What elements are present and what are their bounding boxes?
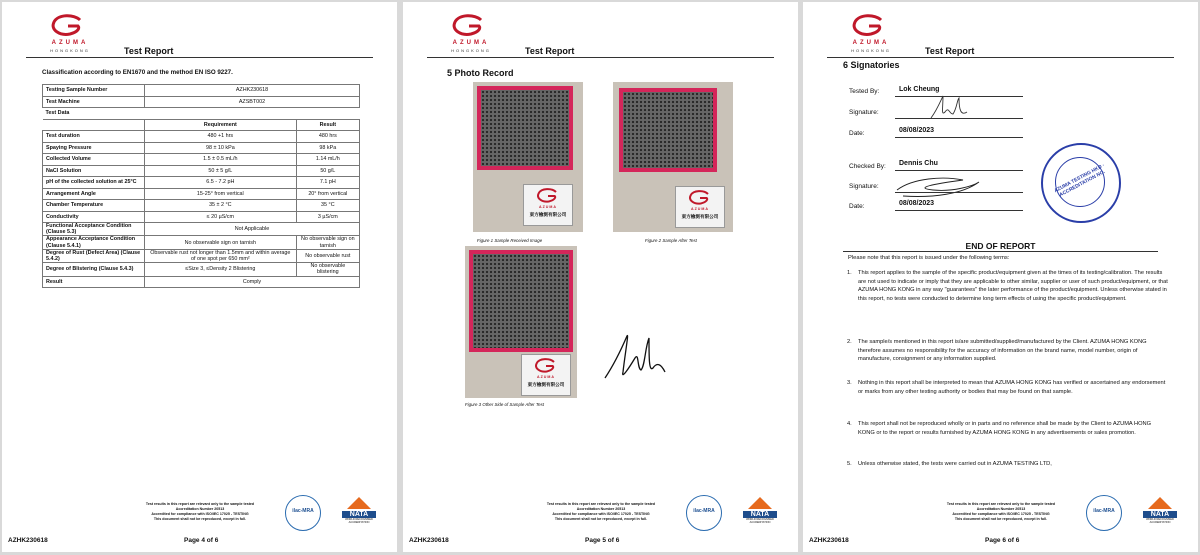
tag-brand: AZUMA	[539, 205, 557, 209]
azuma-logo	[431, 14, 511, 56]
header-divider	[26, 57, 373, 58]
photo-sample-other-side	[465, 246, 577, 398]
nata-label: NATA	[743, 511, 777, 518]
term-text: The sample/s mentioned in this report is/are submitted/supplied/manufactured by the Client. AZUMA HONG KONG therefore assumes no responsibility for the accuracy of information on the brand name, model number, origin of manufacture, consignment or any information supplied.	[858, 339, 1147, 363]
footer-line: This document shall not be reproduced, except in full.	[954, 516, 1048, 521]
signature-image	[599, 328, 679, 384]
table-row	[43, 249, 360, 262]
footer-line: Test results in this report are relevant only to the sample tested	[546, 502, 656, 506]
nata-label: NATA	[1143, 511, 1177, 518]
nata-triangle-icon	[748, 497, 772, 509]
nata-logo	[743, 497, 777, 533]
test-data-label: Test Data	[43, 108, 360, 120]
machine-value: AZSBT002	[145, 96, 360, 108]
table-row	[43, 188, 360, 200]
azuma-tag-icon	[532, 358, 560, 374]
doc-id: AZHK230618	[809, 537, 849, 544]
ilac-label: ilac-MRA	[292, 508, 314, 514]
term-item	[847, 460, 1169, 469]
azuma-logo	[831, 14, 911, 56]
classification-text: Classification according to EN1670 and the method EN ISO 9227.	[42, 69, 233, 76]
term-number: 3.	[847, 380, 852, 386]
page-number: Page 4 of 6	[184, 537, 219, 544]
rust-label: Degree of Rust (Defect Area) (Clause 5.4.2)	[43, 249, 145, 262]
row-requirement: 480 +1 hrs	[145, 131, 297, 143]
footer-line: Accredited for compliance with ISO/IEC 17025 - TESTING	[552, 511, 650, 516]
report-title: Test Report	[525, 46, 575, 56]
section-title: 6 Signatories	[843, 60, 900, 70]
brand-sub: HONGKONG	[851, 48, 891, 53]
stamp-text: AZUMA TESTING HKD · ACCREDITATION NO.	[1053, 162, 1107, 199]
report-page-5	[403, 2, 798, 552]
signature-label: Signature:	[849, 109, 879, 116]
tested-date: 08/08/2023	[899, 127, 935, 134]
page-number: Page 6 of 6	[985, 537, 1020, 544]
page-number: Page 5 of 6	[585, 537, 620, 544]
table-row	[43, 263, 360, 276]
lab-tag	[675, 186, 725, 228]
table-row	[43, 236, 360, 249]
figure-3-caption: Figure 3 Other Side of Sample After Test	[465, 402, 544, 407]
tag-chinese: 東方檢測有限公司	[527, 382, 565, 387]
term-text: Unless otherwise stated, the tests were carried out in AZUMA TESTING LTD,	[858, 461, 1052, 467]
tag-chinese: 東方檢測有限公司	[681, 214, 719, 219]
ilac-mra-logo	[1086, 495, 1122, 531]
term-item	[847, 420, 1169, 437]
machine-label: Test Machine	[43, 96, 145, 108]
report-title: Test Report	[124, 46, 174, 56]
footer-line: Accreditation Number 20513	[976, 506, 1026, 511]
table-row	[43, 154, 360, 166]
signature-image	[929, 94, 969, 120]
footer-line: Test results in this report are relevant only to the sample tested	[946, 502, 1056, 506]
nata-label: NATA	[342, 511, 376, 518]
report-page-6	[803, 2, 1198, 552]
term-text: This report applies to the sample of the specific product/equipment given at the times of its testing/calibration. The results are not used to indicate or imply that they are applicable to other similar, supplier or user of such product/equipment, or that AZUMA HONG KONG in any way "guarantees" the later performance of the product/equipment. Unless otherwise stated in this report, no tests were conducted to determine long term effects of using the specific product/equipment.	[858, 270, 1168, 302]
date-label: Date:	[849, 203, 865, 210]
functional-value: Not Applicable	[145, 223, 360, 236]
term-text: This report shall not be reproduced wholly or in parts and no reference shall be made by the Client to AZUMA HONG KONG or to the report or results furnished by AZUMA HONG KONG in any advertisements or sales promotion.	[858, 421, 1152, 436]
row-result: 50 g/L	[296, 165, 359, 177]
table-row	[43, 177, 360, 189]
doc-id: AZHK230618	[8, 537, 48, 544]
nata-logo	[342, 497, 376, 533]
nata-sub: WORLD RECOGNISED ACCREDITATION	[1146, 518, 1174, 525]
rust-req: Observable rust not longer than 1.5mm and within average of one spot per 650 mm²	[145, 249, 297, 262]
row-requirement: 6.5 - 7.2 pH	[145, 177, 297, 189]
checked-by-name: Dennis Chu	[899, 160, 938, 167]
term-number: 4.	[847, 421, 852, 427]
functional-label: Functional Acceptance Condition (Clause 5.3)	[43, 223, 145, 236]
nata-sub: WORLD RECOGNISED ACCREDITATION	[746, 518, 774, 525]
ilac-label: ilac-MRA	[693, 508, 715, 514]
table-row	[43, 85, 360, 97]
row-requirement: 50 ± 5 g/L	[145, 165, 297, 177]
blister-res: No observable blistering	[296, 263, 359, 276]
azuma-tag-icon	[686, 190, 714, 206]
nata-logo	[1143, 497, 1177, 533]
term-text: Nothing in this report shall be interpreted to mean that AZUMA HONG KONG has verified or ascertained any endorsement or marks from any other testing authority or bodies that may be found on that sample.	[858, 380, 1166, 395]
row-result: 480 hrs	[296, 131, 359, 143]
table-row	[43, 276, 360, 288]
term-number: 5.	[847, 461, 852, 467]
row-requirement: 98 ± 10 kPa	[145, 142, 297, 154]
row-requirement: 35 ± 2 °C	[145, 200, 297, 212]
footer-line: This document shall not be reproduced, except in full.	[554, 516, 648, 521]
photo-sample-after	[613, 82, 733, 232]
footer-line: This document shall not be reproduced, except in full.	[153, 516, 247, 521]
terms-notice: Please note that this report is issued under the following terms:	[848, 255, 1010, 261]
report-page-4	[2, 2, 397, 552]
term-item	[847, 269, 1169, 303]
signature-image	[893, 172, 983, 202]
footer-line: Accreditation Number 20513	[576, 506, 626, 511]
nata-triangle-icon	[1148, 497, 1172, 509]
brand-name: AZUMA	[852, 40, 890, 46]
table-row	[43, 96, 360, 108]
footer-line: Accreditation Number 20513	[175, 506, 225, 511]
brand-sub: HONGKONG	[451, 48, 491, 53]
result-label: Result	[43, 276, 145, 288]
row-label: pH of the collected solution at 25°C	[43, 177, 145, 189]
report-title: Test Report	[925, 46, 975, 56]
row-result: 20° from vertical	[296, 188, 359, 200]
azuma-tag-icon	[534, 188, 562, 204]
ilac-mra-logo	[285, 495, 321, 531]
table-row	[43, 223, 360, 236]
section-title: 5 Photo Record	[447, 68, 514, 78]
col-result: Result	[296, 119, 359, 131]
tag-chinese: 東方檢測有限公司	[529, 212, 567, 217]
table-row	[43, 131, 360, 143]
table-row	[43, 108, 360, 120]
ilac-label: ilac-MRA	[1093, 508, 1115, 514]
term-number: 2.	[847, 339, 852, 345]
checked-date: 08/08/2023	[899, 200, 935, 207]
col-requirement: Requirement	[145, 119, 297, 131]
tag-brand: AZUMA	[691, 207, 709, 211]
photo-sample-received	[473, 82, 583, 232]
row-requirement: ≤ 20 µS/cm	[145, 211, 297, 223]
sample-mesh-image	[619, 88, 717, 172]
appearance-req: No observable sign on tarnish	[145, 236, 297, 249]
figure-1-caption: Figure 1 Sample Received Image	[477, 238, 543, 243]
azuma-logo-icon	[851, 14, 887, 38]
table-row	[43, 211, 360, 223]
row-result: 98 kPa	[296, 142, 359, 154]
accreditation-stamp	[1041, 143, 1121, 223]
term-item	[847, 379, 1169, 396]
term-item	[847, 338, 1169, 364]
table-row	[43, 165, 360, 177]
sample-label: Testing Sample Number	[43, 85, 145, 97]
row-label: Chamber Temperature	[43, 200, 145, 212]
date-label: Date:	[849, 130, 865, 137]
row-label: NaCl Solution	[43, 165, 145, 177]
row-result: 35 °C	[296, 200, 359, 212]
lab-tag	[523, 184, 573, 226]
doc-id: AZHK230618	[409, 537, 449, 544]
appearance-res: No observable sign on tarnish	[296, 236, 359, 249]
tested-by-label: Tested By:	[849, 88, 880, 95]
blister-req: ≤Size 3, ≤Density 2 Blistering	[145, 263, 297, 276]
row-label: Test duration	[43, 131, 145, 143]
table-row	[43, 142, 360, 154]
header-divider	[427, 57, 774, 58]
rust-res: No observable rust	[296, 249, 359, 262]
azuma-logo-icon	[50, 14, 86, 38]
table-row	[43, 200, 360, 212]
tested-by-name: Lok Cheung	[899, 86, 940, 93]
footer-note	[120, 502, 280, 521]
end-of-report-heading: END OF REPORT	[965, 241, 1036, 251]
appearance-label: Appearance Acceptance Condition (Clause 5.4.1)	[43, 236, 145, 249]
blister-label: Degree of Blistering (Clause 5.4.3)	[43, 263, 145, 276]
row-result: 3 µS/cm	[296, 211, 359, 223]
header-divider	[827, 57, 1174, 58]
row-requirement: 1.5 ± 0.5 mL/h	[145, 154, 297, 166]
row-label: Conductivity	[43, 211, 145, 223]
result-value: Comply	[145, 276, 360, 288]
row-result: 1.14 mL/h	[296, 154, 359, 166]
table-header-row	[43, 119, 360, 131]
brand-name: AZUMA	[51, 40, 89, 46]
row-label: Arrangement Angle	[43, 188, 145, 200]
row-requirement: 15-25° from vertical	[145, 188, 297, 200]
footer-note	[521, 502, 681, 521]
azuma-logo-icon	[451, 14, 487, 38]
brand-name: AZUMA	[452, 40, 490, 46]
row-label: Spaying Pressure	[43, 142, 145, 154]
sample-mesh-image	[477, 86, 573, 170]
azuma-logo	[30, 14, 110, 56]
figure-2-caption: Figure 2 Sample After Test	[645, 238, 697, 243]
test-data-table	[42, 84, 360, 288]
brand-sub: HONGKONG	[50, 48, 90, 53]
footer-note	[921, 502, 1081, 521]
sample-mesh-image	[469, 250, 573, 352]
nata-sub: WORLD RECOGNISED ACCREDITATION	[345, 518, 373, 525]
sample-value: AZHK230618	[145, 85, 360, 97]
nata-triangle-icon	[347, 497, 371, 509]
ilac-mra-logo	[686, 495, 722, 531]
lab-tag	[521, 354, 571, 396]
signature-label: Signature:	[849, 183, 879, 190]
tag-brand: AZUMA	[537, 375, 555, 379]
footer-line: Test results in this report are relevant only to the sample tested	[145, 502, 255, 506]
footer-line: Accredited for compliance with ISO/IEC 17025 - TESTING	[952, 511, 1050, 516]
row-label: Collected Volume	[43, 154, 145, 166]
row-result: 7.1 pH	[296, 177, 359, 189]
checked-by-label: Checked By:	[849, 163, 886, 170]
footer-line: Accredited for compliance with ISO/IEC 17025 - TESTING	[151, 511, 249, 516]
term-number: 1.	[847, 270, 852, 276]
